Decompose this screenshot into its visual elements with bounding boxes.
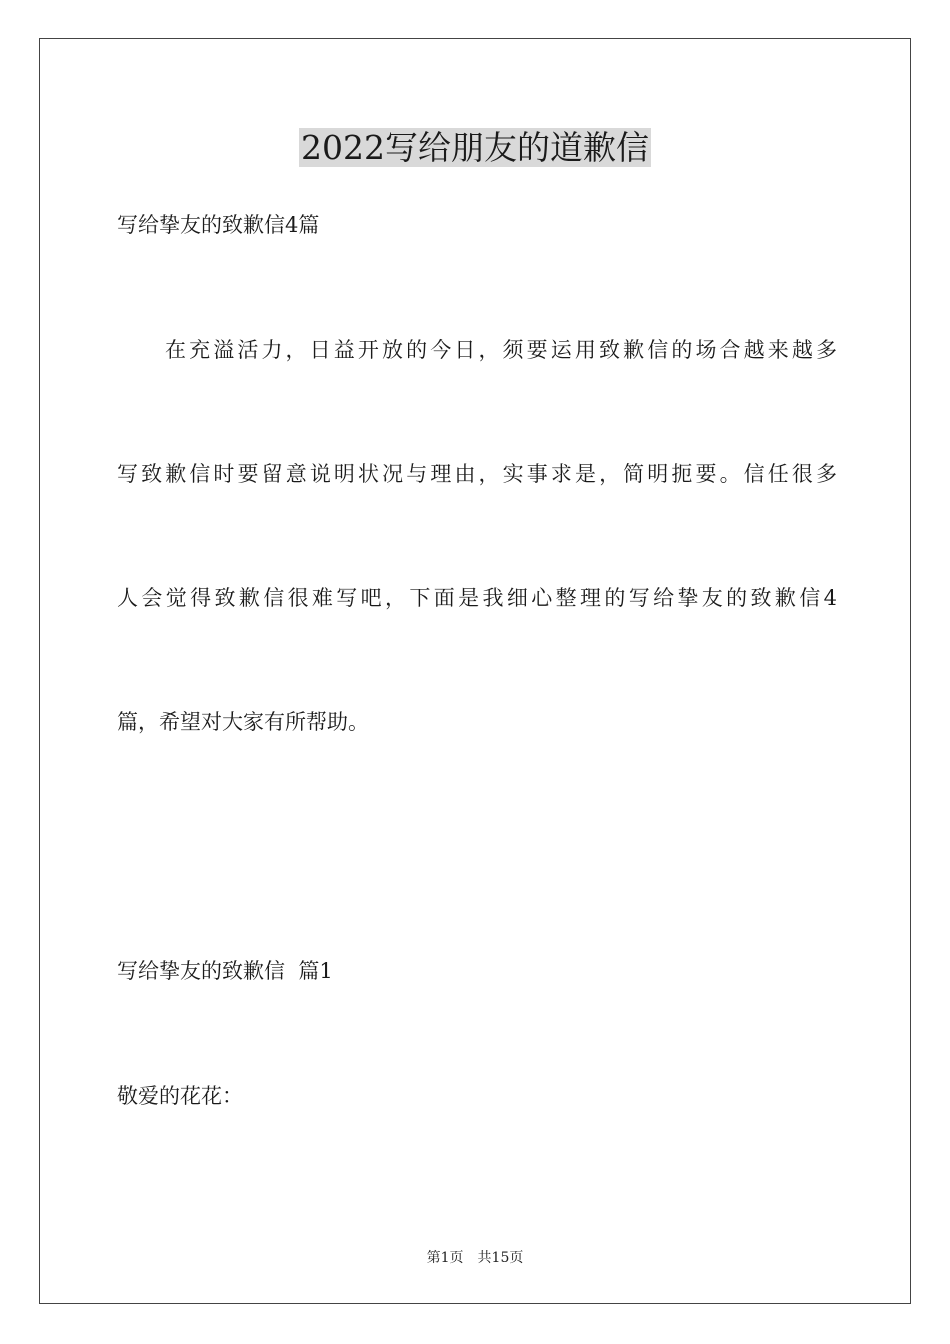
salutation: 敬爱的花花：	[117, 1084, 243, 1108]
intro-paragraph-line-3: 人会觉得致歉信很难写吧，下面是我细心整理的写给挚友的致歉信4	[117, 586, 837, 610]
page-footer	[0, 1248, 950, 1268]
intro-paragraph-line-2: 写致歉信时要留意说明状况与理由，实事求是，简明扼要。信任很多	[117, 462, 837, 486]
document-subtitle: 写给挚友的致歉信4篇	[117, 213, 320, 237]
document-title-text: 2022写给朋友的道歉信	[301, 128, 649, 167]
page-number: 第1页	[426, 1250, 464, 1266]
section-heading: 写给挚友的致歉信 篇1	[117, 959, 333, 983]
page-total: 共15页	[477, 1250, 524, 1266]
intro-paragraph-line-1: 在充溢活力，日益开放的今日，须要运用致歉信的场合越来越多	[165, 338, 837, 362]
document-title	[0, 128, 950, 168]
intro-paragraph-line-4: 篇，希望对大家有所帮助。	[117, 710, 369, 734]
